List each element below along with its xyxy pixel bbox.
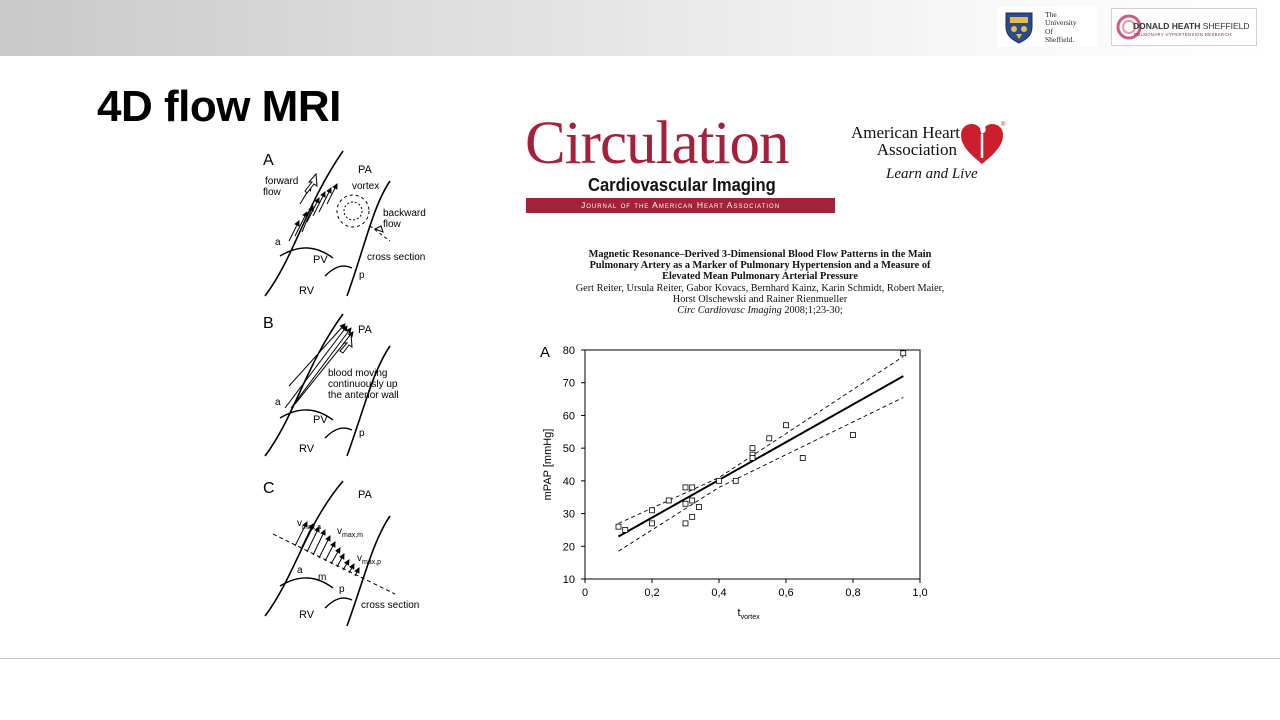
aha-heart-torch-icon bbox=[957, 118, 1007, 168]
data-point bbox=[901, 351, 906, 356]
label-rv-b: RV bbox=[299, 443, 315, 455]
journal-header bbox=[525, 112, 1015, 222]
article-title: Magnetic Resonance–Derived 3-Dimensional Blood Flow Patterns in the Main Pulmonary Artery as a Marker of Pulmonary Hypertension and a Measure of Elevated Mean Pulmonary Arterial Pressure bbox=[588, 249, 932, 283]
university-of-sheffield-logo bbox=[997, 7, 1097, 47]
label-pa-c: PA bbox=[358, 489, 372, 501]
x-axis-label: $t_{vortex}$ bbox=[737, 607, 760, 621]
x-tick-label: 0,2 bbox=[644, 587, 660, 599]
data-point bbox=[623, 527, 628, 532]
chart-panel-label: A bbox=[540, 344, 551, 361]
panel-c bbox=[263, 480, 419, 626]
label-a-b: a bbox=[275, 397, 281, 408]
data-point bbox=[750, 455, 755, 460]
article-authors: Gert Reiter, Ursula Reiter, Gabor Kovacs, Bernhard Kainz, Karin Schmidt, Robert Maier, Horst Olschewski and Rainer Rienmueller bbox=[575, 282, 945, 305]
flow-pattern-diagram bbox=[255, 146, 455, 631]
panel-c-letter: C bbox=[263, 480, 275, 497]
label-cross-section-a: cross section bbox=[367, 252, 426, 263]
label-pa: PA bbox=[358, 164, 372, 176]
donald-heath-logo bbox=[1111, 8, 1257, 46]
y-tick-label: 10 bbox=[562, 574, 575, 586]
donald-heath-name: DONALD HEATH SHEFFIELD bbox=[1133, 21, 1250, 31]
panel-a bbox=[263, 151, 426, 297]
footer-divider bbox=[0, 658, 1280, 659]
label-pv-b: PV bbox=[313, 414, 328, 426]
aha-tagline: Learn and Live bbox=[886, 166, 978, 182]
x-tick-label: 0 bbox=[581, 587, 589, 599]
data-point bbox=[690, 498, 695, 503]
y-tick-label: 20 bbox=[562, 541, 575, 554]
label-pa-b: PA bbox=[358, 324, 372, 336]
data-point bbox=[650, 521, 655, 526]
x-tick-label: 0,4 bbox=[711, 587, 727, 599]
label-p-c: p bbox=[339, 584, 345, 595]
label-pv: PV bbox=[313, 254, 328, 266]
university-crest-icon bbox=[1001, 10, 1037, 44]
journal-subtitle: Cardiovascular Imaging bbox=[588, 175, 776, 195]
data-point bbox=[690, 485, 695, 490]
data-point bbox=[683, 501, 688, 506]
data-point bbox=[750, 446, 755, 451]
regression-line bbox=[619, 376, 904, 536]
data-point bbox=[717, 478, 722, 483]
y-tick-label: 40 bbox=[562, 475, 575, 488]
mpap-vs-tvortex-chart bbox=[535, 335, 935, 625]
confidence-lower-line bbox=[619, 397, 904, 551]
label-a: a bbox=[275, 237, 281, 248]
label-p-b: p bbox=[359, 428, 365, 439]
y-tick-label: 80 bbox=[562, 345, 575, 357]
aha-name: American Heart Association bbox=[851, 123, 961, 159]
label-a-c: a bbox=[297, 565, 303, 576]
university-name: The University Of Sheffield. bbox=[1045, 10, 1077, 44]
panel-b bbox=[263, 314, 399, 456]
data-point bbox=[683, 485, 688, 490]
donald-heath-tagline: PULMONARY HYPERTENSION RESEARCH bbox=[1134, 32, 1232, 37]
label-m: m bbox=[318, 572, 327, 583]
label-rv-c: RV bbox=[299, 609, 315, 621]
label-p: p bbox=[359, 270, 365, 281]
data-point bbox=[851, 433, 856, 438]
x-tick-label: 0,6 bbox=[778, 587, 794, 599]
y-tick-label: 30 bbox=[562, 508, 575, 521]
y-tick-label: 50 bbox=[562, 443, 575, 456]
journal-name: Circulation bbox=[525, 110, 789, 177]
article-citation bbox=[530, 249, 990, 316]
label-blood-moving: blood moving continuously up the anterior wall bbox=[328, 368, 399, 401]
plot-frame bbox=[585, 350, 920, 579]
x-tick-label: 1,0 bbox=[912, 587, 928, 599]
slide-title: 4D flow MRI bbox=[97, 82, 341, 131]
data-point bbox=[650, 508, 655, 513]
data-point bbox=[696, 505, 701, 510]
y-axis-label: mPAP [mmHg] bbox=[542, 428, 554, 501]
label-rv: RV bbox=[299, 285, 315, 297]
label-forward-flow: forward flow bbox=[263, 176, 299, 198]
x-tick-label: 0,8 bbox=[845, 587, 861, 599]
data-point bbox=[800, 455, 805, 460]
y-tick-label: 60 bbox=[562, 410, 575, 423]
data-point bbox=[666, 498, 671, 503]
data-point bbox=[683, 521, 688, 526]
label-backward-flow: backward flow bbox=[383, 208, 426, 230]
data-point bbox=[690, 514, 695, 519]
panel-b-letter: B bbox=[263, 315, 274, 332]
data-point bbox=[784, 423, 789, 428]
label-vmax-a: $v_{max,a}$ bbox=[297, 518, 322, 531]
article-reference: Circ Cardiovasc Imaging 2008;1;23-30; bbox=[677, 305, 843, 317]
label-vortex: vortex bbox=[352, 181, 380, 192]
y-tick-label: 70 bbox=[562, 377, 575, 390]
label-vmax-p: $v_{max,p}$ bbox=[357, 553, 382, 566]
journal-band: Journal of the American Heart Association bbox=[526, 198, 835, 213]
label-vmax-m: $v_{max,m}$ bbox=[337, 526, 363, 539]
data-point bbox=[616, 524, 621, 529]
svg-text:®: ® bbox=[1001, 122, 1006, 128]
label-cross-section-c: cross section bbox=[361, 600, 420, 611]
data-point bbox=[767, 436, 772, 441]
data-point bbox=[733, 478, 738, 483]
panel-a-letter: A bbox=[263, 152, 274, 169]
confidence-upper-line bbox=[619, 357, 904, 524]
